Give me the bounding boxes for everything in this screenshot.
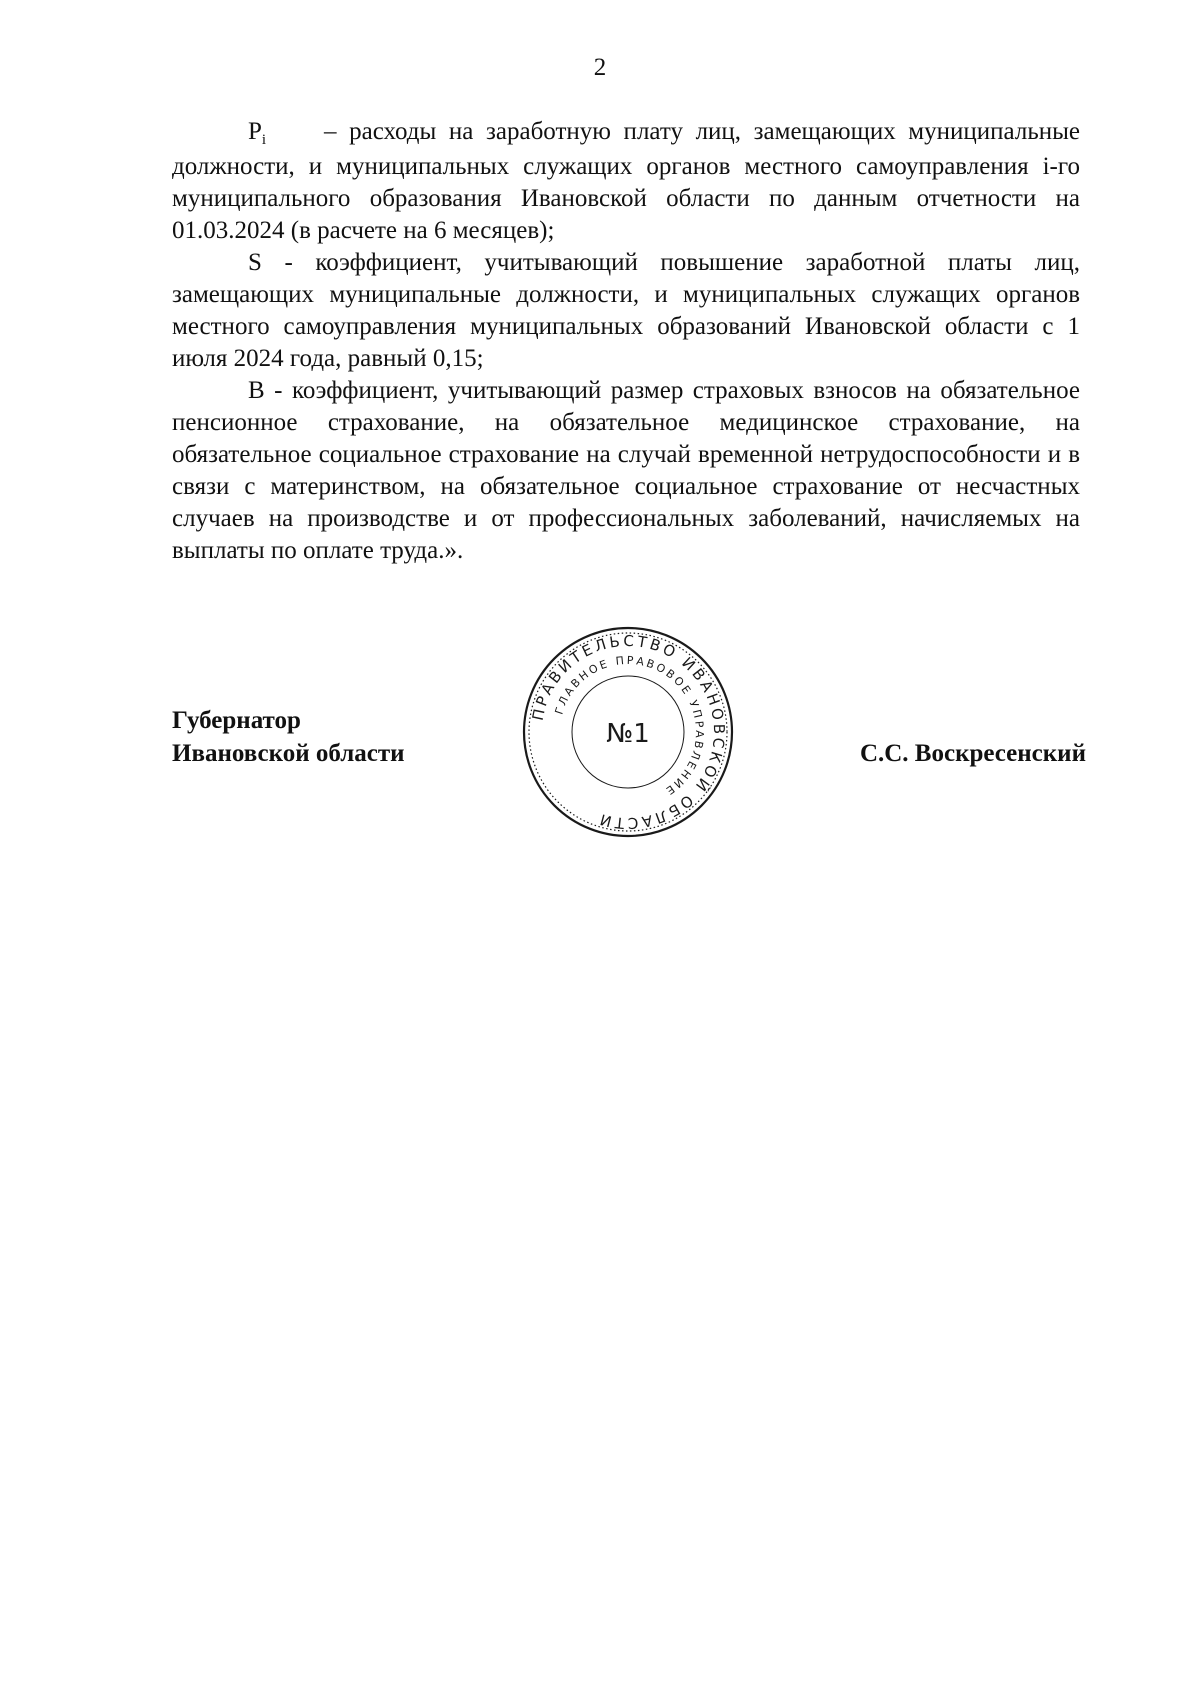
variable-p-subscript: i	[261, 132, 267, 148]
page-number: 2	[593, 54, 607, 81]
variable-p	[248, 116, 324, 151]
paragraph-p-definition	[172, 116, 1080, 247]
seal-inner-text: ГЛАВНОЕ ПРАВОВОЕ УПРАВЛЕНИЕ	[552, 653, 707, 799]
seal-outer-text: ПРАВИТЕЛЬСТВО ИВАНОВСКОЙ ОБЛАСТИ	[528, 631, 729, 833]
seal-center-number: №1	[606, 719, 650, 749]
official-seal	[520, 624, 736, 840]
seal-graphic	[520, 624, 736, 840]
signatory-position-line1: Губернатор	[172, 707, 301, 734]
signatory-position-line2: Ивановской области	[172, 740, 405, 767]
signatory-name: С.С. Воскресенский	[859, 740, 1086, 767]
variable-p-symbol: P	[248, 118, 262, 145]
paragraph-b-definition: B - коэффициент, учитывающий размер страховых взносов на обязательное пенсионное страхование, на обязательное медицинское страхование, на обязательное социальное страхование на случай временной нетрудоспособности и в связи с материнством, на обязательное социальное страхование от несчастных случаев на производстве и от профессиональных заболеваний, начисляемых на выплаты по оплате труда.».	[172, 377, 1080, 564]
paragraph-p-text: – расходы на заработную плату лиц, замещающих муниципальные должности, и муниципальных служащих органов местного самоуправления i-го муниципального образования Ивановской области по данным отчетности на 01.03.2024 (в расчете на 6 месяцев);	[172, 118, 1080, 244]
signatory-position	[172, 704, 405, 770]
document-body	[172, 116, 1080, 567]
paragraph-s-definition: S - коэффициент, учитывающий повышение заработной платы лиц, замещающих муниципальные должности, и муниципальных служащих органов местного самоуправления муниципальных образований Ивановской области с 1 июля 2024 года, равный 0,15;	[172, 249, 1080, 372]
